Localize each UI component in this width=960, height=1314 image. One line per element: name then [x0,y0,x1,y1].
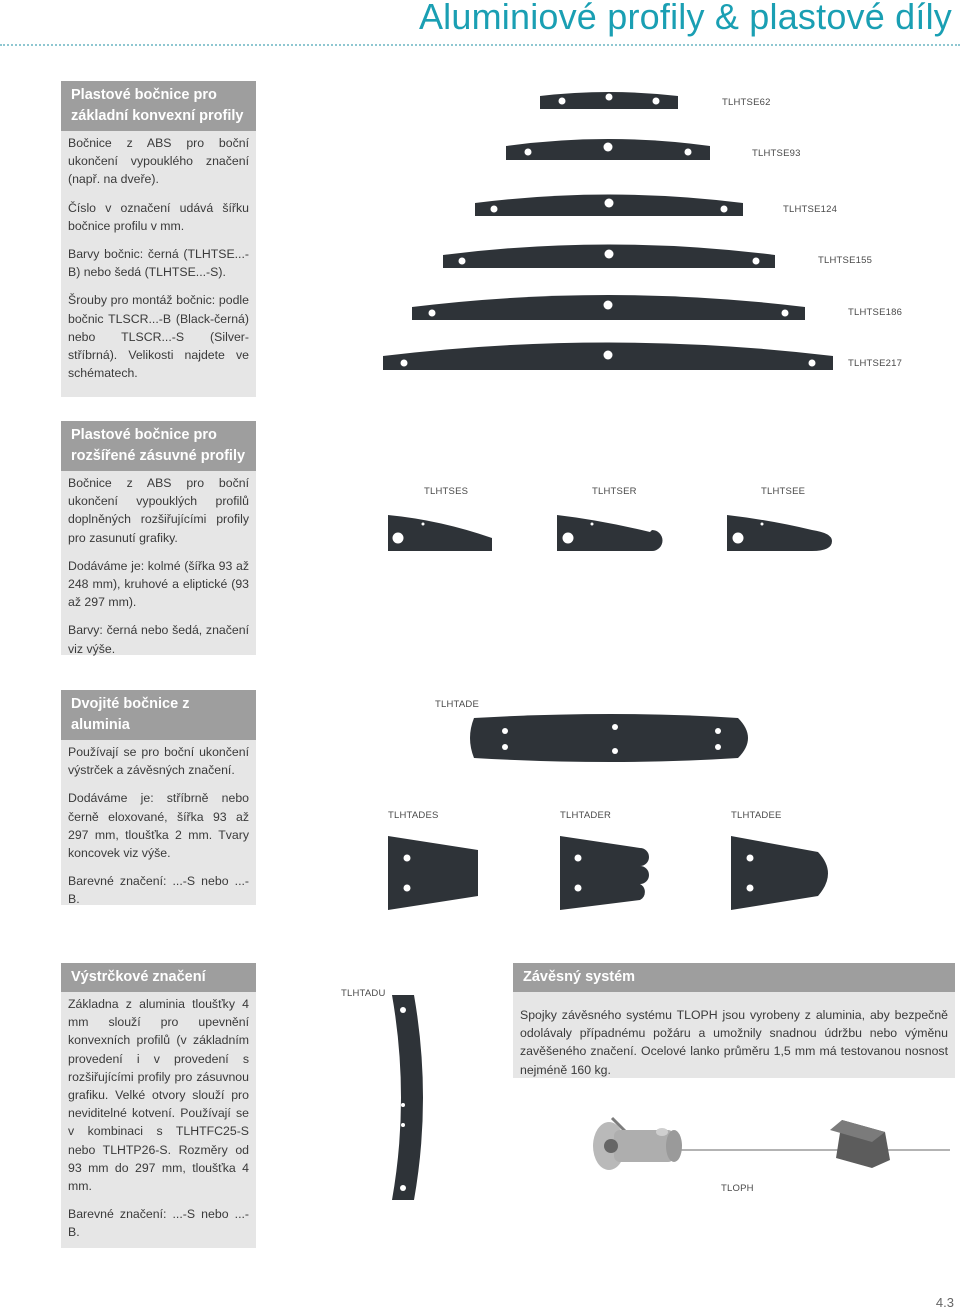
page-title: Aluminiové profily & plastové díly [418,0,952,37]
part-label: TLHTSE124 [783,204,838,215]
part-label: TLHTSE62 [722,97,771,108]
paragraph: Barvy: černá nebo šedá, značení viz výše. [68,623,249,656]
paragraph: Barevné značení: ...-S nebo ...-B. [68,1207,249,1240]
part-label: TLHTSE217 [848,358,903,369]
section-title: Plastové bočnice pro základní konvexní profily [61,81,256,131]
part-label: TLHTADEE [731,810,782,821]
part-label: TLHTADE [435,699,479,710]
section-title: Dvojité bočnice z aluminia [61,690,256,740]
paragraph: Barevné značení: ...-S nebo ...-B. [68,874,249,907]
paragraph: Šrouby pro montáž bočnic: podle bočnic TLSCR...-B (Black-černá) nebo TLSCR...-S (Silver-stříbrná). Velikosti najdete ve schématech. [68,293,249,381]
paragraph: Číslo v označení udává šířku bočnice profilu v mm. [68,200,249,233]
section-title: Výstrčkové značení [61,963,256,992]
part-label: TLHTSE93 [752,148,801,159]
part-label: TLHTADER [560,810,612,821]
paragraph: Dodáváme je: kolmé (šířka 93 až 248 mm), kruhové a eliptické (93 až 297 mm). [68,558,249,610]
part-label: TLHTSES [424,486,469,497]
part-label: TLHTSE186 [848,307,903,318]
paragraph: Bočnice z ABS pro boční ukončení vypouklých profilů doplněných rozšiřujícími profily pro zasunutí grafiky. [68,476,249,545]
part-label: TLHTSE155 [818,255,873,266]
tloph-clamp [830,1120,890,1168]
part-label: TLHTADU [341,988,386,999]
paragraph: Barvy bočnic: černá (TLHTSE...-B) nebo šedá (TLHTSE...-S). [68,247,249,280]
tloph-connector [593,1122,682,1170]
paragraph: Základna z aluminia tloušťky 4 mm slouží pro upevnění konvexních profilů (v základním provedení i v provedení s rozšiřujícími profily pro zásuvnou grafiku. Velké otvory slouží pro neviditelné kotvení. Používají se v kombinaci s TLHTFC25-S nebo TLHTP26-S. Rozměry od 93 mm do 297 mm, tloušťka 4 mm. [68,997,249,1194]
section-title: Závěsný systém [513,963,955,992]
paragraph: Spojky závěsného systému TLOPH jsou vyrobeny z aluminia, aby bezpečně odolávaly případnému požáru a umožnily snadnou údržbu nebo výměnu zavěšeného značení. Ocelové lanko průměru 1,5 mm má testovanou nosnost nejméně 160 kg. [520,1008,948,1077]
part-label: TLHTSEE [761,486,806,497]
paragraph: Bočnice z ABS pro boční ukončení vypouklého značení (např. na dveře). [68,136,249,187]
page-number: 4.3 [935,1295,954,1310]
paragraph: Používají se pro boční ukončení výstrček a závěsných značení. [68,745,249,778]
section-title: Plastové bočnice pro rozšířené zásuvné profily [61,421,256,471]
paragraph: Dodáváme je: stříbrně nebo černě eloxované, šířka 93 až 297 mm, tloušťka 2 mm. Tvary koncovek viz výše. [68,791,249,861]
part-label: TLHTADES [388,810,439,821]
part-label: TLHTSER [592,486,637,497]
part-label: TLOPH [721,1183,754,1194]
